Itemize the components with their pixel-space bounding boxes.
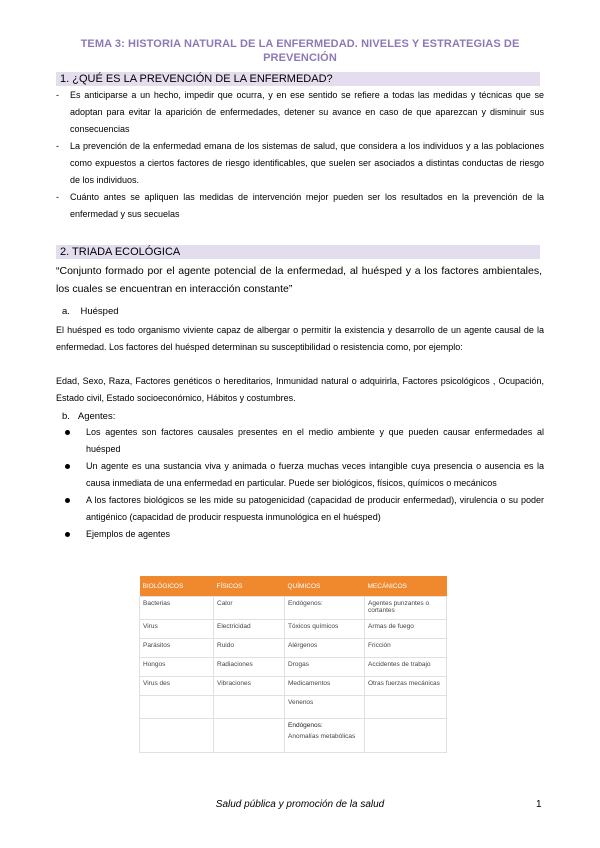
subheading-label: Huésped — [80, 306, 119, 317]
table-cell-heading: Endógenos: — [288, 722, 323, 729]
list-item-text: Los agentes son factores causales presentes en el medio ambiente y que pueden causar enfermedades al huésped — [86, 427, 544, 454]
dash-marker: - — [56, 90, 59, 100]
table-row — [140, 677, 447, 696]
table-cell: Agentes punzantes o cortantes — [365, 597, 447, 620]
agents-table — [139, 576, 447, 753]
huesped-factors: Edad, Sexo, Raza, Factores genéticos o hereditarios, Inmunidad natural o adquirirla, Factores psicológicos , Ocupación, Estado civil, Estado socioeconómico, Hábitos y costumbres. — [56, 376, 544, 403]
table-header-cell: QUÍMICOS — [285, 576, 365, 597]
section-1-list — [56, 87, 544, 223]
huesped-paragraph: El huésped es todo organismo viviente capaz de albergar o permitir la existencia y desarrollo de un agente causal de la enfermedad. Los factores del huésped determinan su susceptibilidad o resistencia como, por ejemplo: — [56, 325, 544, 352]
footer-label: Salud pública y promoción de la salud — [215, 799, 385, 810]
list-item — [56, 189, 544, 223]
list-item-text: Es anticiparse a un hecho, impedir que ocurra, y en ese sentido se refiere a todas las medidas y técnicas que se adoptan para evitar la aparición de enfermedades, detener su avance en caso de que aparezcan y disminuir sus consecuencias — [70, 90, 544, 134]
table-cell — [285, 719, 365, 753]
bullet-icon — [65, 430, 70, 435]
table-cell: Drogas — [285, 658, 365, 677]
table-cell: Endógenos: — [285, 597, 365, 620]
table-cell — [365, 696, 447, 719]
table-cell: Venenos — [285, 696, 365, 719]
bullet-icon — [65, 498, 70, 503]
table-row — [140, 719, 447, 753]
table-row — [140, 696, 447, 719]
list-item-text: La prevención de la enfermedad emana de los sistemas de salud, que considera a los individuos y a las poblaciones como expuestos a ciertos factores de riesgo identificables, que suelen ser asociados a distintas conductas de riesgo de los individuos. — [70, 141, 544, 185]
table-cell-text: Anomalías metabólicas — [288, 733, 356, 740]
table-cell — [214, 719, 285, 753]
table-cell: Virus — [140, 620, 214, 639]
table-cell: Tóxicos químicos — [285, 620, 365, 639]
dash-marker: - — [56, 141, 59, 151]
list-item-text: Cuánto antes se apliquen las medidas de intervención mejor pueden ser los resultados en la prevención de la enfermedad y sus secuelas — [70, 192, 544, 219]
subheading-label: Agentes: — [77, 411, 116, 422]
table-cell — [140, 719, 214, 753]
table-header-cell: FÍSICOS — [214, 576, 285, 597]
table-cell: Accidentes de trabajo — [365, 658, 447, 677]
list-item-text: Ejemplos de agentes — [86, 529, 171, 539]
section-heading-2: 2. TRIADA ECOLÓGICA — [56, 245, 540, 259]
page-title: TEMA 3: HISTORIA NATURAL DE LA ENFERMEDAD. NIVELES Y ESTRATEGIAS DE PREVENCIÓN — [80, 38, 520, 64]
table-row — [140, 597, 447, 620]
bullet-icon — [65, 532, 70, 537]
table-cell — [214, 696, 285, 719]
table-cell: Alérgenos — [285, 639, 365, 658]
table-header-cell: MECÁNICOS — [365, 576, 447, 597]
table-cell: Electricidad — [214, 620, 285, 639]
table-header-cell: BIOLÓGICOS — [140, 576, 214, 597]
table-cell: Virus des — [140, 677, 214, 696]
list-item — [56, 87, 544, 138]
table-cell: Otras fuerzas mecánicas — [365, 677, 447, 696]
table-cell: Bacterias — [140, 597, 214, 620]
table-cell: Armas de fuego — [365, 620, 447, 639]
table-cell: Hongos — [140, 658, 214, 677]
table-cell — [365, 719, 447, 753]
table-row — [140, 639, 447, 658]
list-item-text: Un agente es una sustancia viva y animada o fuerza muchas veces intangible cuya presencia o ausencia es la causa inmediata de una enfermedad en particular. Puede ser biológicos, físicos, químicos o mecánicos — [86, 461, 544, 488]
definition-quote: “Conjunto formado por el agente potencial de la enfermedad, al huésped y a los factores ambientales, los cuales se encuentran en interacción constante” — [56, 265, 542, 295]
table-cell: Fricción — [365, 639, 447, 658]
list-item-text: A los factores biológicos se les mide su patogenicidad (capacidad de producir enfermedad), virulencia o su poder antigénico (capacidad de producir respuesta inmunológica en el huésped) — [86, 495, 544, 522]
list-item — [56, 138, 544, 189]
table-cell: Radiaciones — [214, 658, 285, 677]
list-item — [62, 424, 544, 458]
dash-marker: - — [56, 192, 59, 202]
table-row — [140, 658, 447, 677]
list-item — [62, 492, 544, 526]
list-item — [62, 458, 544, 492]
table-cell: Ruido — [214, 639, 285, 658]
bullet-icon — [65, 464, 70, 469]
agentes-list — [62, 424, 544, 543]
table-cell: Calor — [214, 597, 285, 620]
subheading-letter: b. — [62, 411, 70, 422]
table-header-row — [140, 576, 447, 597]
table-cell: Parásitos — [140, 639, 214, 658]
table-row — [140, 620, 447, 639]
list-item — [62, 526, 544, 543]
page-number: 1 — [536, 799, 542, 810]
table-cell — [140, 696, 214, 719]
section-heading-1: 1. ¿QUÉ ES LA PREVENCIÓN DE LA ENFERMEDAD? — [56, 72, 540, 86]
table-cell: Vibraciones — [214, 677, 285, 696]
subheading-letter: a. — [62, 306, 70, 317]
table-cell: Medicamentos — [285, 677, 365, 696]
subheading-huesped — [62, 305, 119, 319]
subheading-agentes — [62, 410, 115, 424]
